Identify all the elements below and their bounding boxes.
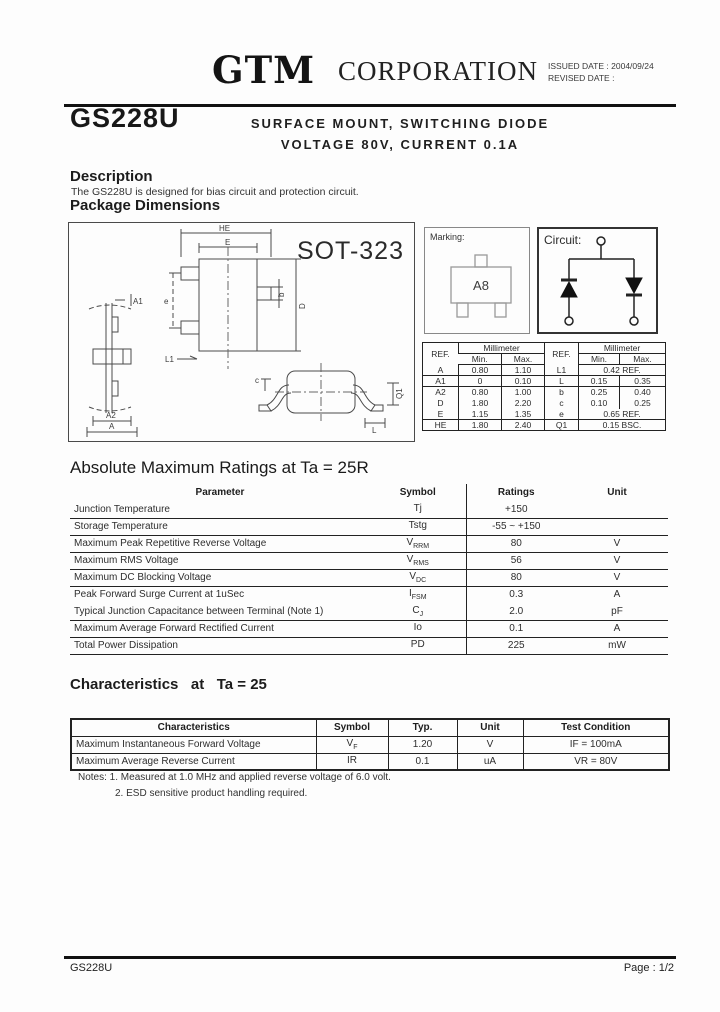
abs-rating: 0.3 [466, 586, 566, 603]
dim-label-e-pitch: e [164, 297, 169, 306]
dims-cell: 0.25 [579, 387, 620, 398]
dims-cell: A2 [435, 387, 446, 398]
dims-cell: 0 [459, 376, 502, 387]
char-unit: uA [457, 753, 523, 770]
dims-max-header: Max. [502, 354, 545, 365]
dim-label-c: c [255, 376, 259, 385]
dims-cell: b [545, 387, 579, 398]
company-name: CORPORATION [338, 56, 539, 86]
footer-page-number: Page : 1/2 [623, 962, 674, 974]
abs-symbol: $C_J$ [370, 603, 466, 620]
abs-symbol: $V_{RRM}$ [370, 535, 466, 552]
dims-cell: 0.35 [620, 376, 666, 387]
table-row [423, 387, 666, 398]
dim-label-d: D [298, 303, 307, 309]
table-row [423, 398, 666, 409]
char-name: Maximum Instantaneous Forward Voltage [71, 736, 316, 753]
char-typ: 1.20 [388, 736, 457, 753]
issue-dates [548, 60, 654, 84]
abs-rating: 2.0 [466, 603, 566, 620]
dims-cell: HE [434, 420, 447, 430]
abs-max-table [70, 484, 668, 655]
abs-symbol: Tj [370, 501, 466, 518]
abs-unit: V [566, 569, 668, 586]
dim-label-e-body: E [225, 238, 231, 247]
dims-cell: 0.10 [579, 398, 620, 409]
abs-parameter: Peak Forward Surge Current at 1uSec [74, 589, 245, 601]
dims-cell: 2.20 [502, 398, 545, 409]
package-name: SOT-323 [296, 237, 404, 265]
abs-header-unit: Unit [607, 487, 627, 498]
abs-rating: 0.1 [466, 620, 566, 637]
dims-cell: 0.10 [502, 376, 545, 387]
dims-cell: 0.40 [620, 387, 666, 398]
char-symbol: IR [316, 753, 388, 770]
footer-rule [64, 956, 676, 959]
abs-rating: -55 ~ +150 [466, 518, 566, 535]
abs-unit [566, 501, 668, 518]
dims-cell: 0.15 BSC. [579, 420, 666, 431]
char-header-name: Characteristics [71, 719, 316, 736]
dim-label-b: b [277, 292, 286, 297]
table-row [70, 637, 668, 654]
table-row [70, 586, 668, 603]
gtm-logo: GTM [212, 48, 316, 92]
char-header-symbol: Symbol [316, 719, 388, 736]
dims-ref-header: REF. [545, 343, 579, 365]
dims-cell: A1 [423, 376, 459, 387]
abs-unit: V [566, 535, 668, 552]
dim-label-l: L [372, 426, 377, 435]
table-row [423, 420, 666, 431]
dims-cell: e [545, 409, 579, 420]
abs-rating: +150 [466, 501, 566, 518]
abs-rating: 225 [466, 637, 566, 654]
abs-symbol: $I_{FSM}$ [408, 588, 427, 602]
dims-cell: L1 [545, 365, 579, 376]
characteristics-title: Characteristics at Ta = 25 [70, 676, 267, 693]
abs-rating: 80 [466, 535, 566, 552]
table-row [423, 409, 666, 420]
abs-symbol: Tstg [370, 518, 466, 535]
dims-cell: 2.40 [502, 420, 545, 431]
dims-cell: 1.00 [502, 387, 545, 398]
notes-line2: 2. ESD sensitive product handling required. [115, 788, 308, 799]
subtitle-line2: VOLTAGE 80V, CURRENT 0.1A [280, 137, 520, 152]
circuit-box [537, 227, 658, 334]
abs-parameter: Maximum Average Forward Rectified Current [70, 620, 370, 637]
marking-label: Marking: [430, 232, 465, 242]
part-description-title [230, 113, 570, 155]
char-header-typ: Typ. [388, 719, 457, 736]
characteristics-table [70, 718, 670, 771]
char-symbol: $V_F$ [316, 736, 388, 753]
abs-unit: A [613, 589, 621, 601]
description-heading: Description [70, 168, 153, 185]
abs-parameter: Storage Temperature [70, 518, 370, 535]
abs-rating: 80 [466, 569, 566, 586]
char-cond: VR = 80V [523, 753, 669, 770]
abs-header-symbol: Symbol [399, 487, 436, 498]
abs-max-title: Absolute Maximum Ratings at Ta = 25R [70, 458, 369, 477]
dim-label-a1: A1 [133, 297, 143, 306]
dims-cell: 1.80 [459, 420, 502, 431]
char-typ: 0.1 [388, 753, 457, 770]
abs-symbol: $V_{RMS}$ [370, 552, 466, 569]
marking-code: A8 [473, 278, 489, 293]
dims-cell: c [545, 398, 579, 409]
dims-cell: A [423, 365, 459, 376]
dim-label-he: HE [219, 224, 231, 233]
table-row [70, 518, 668, 535]
subtitle-line1: SURFACE MOUNT, SWITCHING DIODE [250, 116, 550, 131]
table-row [423, 365, 666, 376]
abs-symbol: PD [370, 637, 466, 654]
dimension-table [422, 342, 666, 431]
marking-package-drawing [425, 244, 529, 332]
abs-unit [566, 518, 668, 535]
table-row [423, 376, 666, 387]
dims-mm-header: Millimeter [459, 343, 545, 354]
abs-header-ratings: Ratings [466, 484, 566, 501]
table-row [70, 535, 668, 552]
table-header-row [71, 719, 669, 736]
abs-unit: V [566, 552, 668, 569]
char-unit: V [457, 736, 523, 753]
footer-part-number: GS228U [70, 962, 113, 974]
char-cond: IF = 100mA [523, 736, 669, 753]
char-header-unit: Unit [457, 719, 523, 736]
package-dimensions-heading: Package Dimensions [70, 197, 221, 214]
abs-parameter: Maximum Peak Repetitive Reverse Voltage [70, 535, 370, 552]
table-row [70, 603, 668, 620]
dims-cell: Q1 [545, 420, 579, 431]
dims-min-header: Min. [459, 354, 502, 365]
revised-date: REVISED DATE : [548, 73, 615, 83]
table-row [70, 620, 668, 637]
dims-cell: L [545, 376, 579, 387]
description-text: The GS228U is designed for bias circuit and protection circuit. [71, 186, 359, 198]
table-row [71, 736, 669, 753]
circuit-label: Circuit: [544, 233, 582, 247]
notes-line1: Notes: 1. Measured at 1.0 MHz and applied reverse voltage of 6.0 volt. [78, 772, 391, 783]
abs-unit: mW [566, 637, 668, 654]
dims-cell: D [437, 398, 444, 408]
dims-cell: 1.35 [502, 409, 545, 420]
char-name: Maximum Average Reverse Current [71, 753, 316, 770]
abs-symbol: Io [370, 620, 466, 637]
abs-unit: pF [566, 603, 668, 620]
abs-parameter: Typical Junction Capacitance between Terminal (Note 1) [70, 603, 370, 620]
issued-date: ISSUED DATE : 2004/09/24 [548, 61, 654, 71]
abs-unit: A [566, 620, 668, 637]
abs-parameter: Maximum DC Blocking Voltage [70, 569, 370, 586]
dim-label-a2: A2 [106, 411, 116, 420]
dim-label-q1: Q1 [395, 388, 404, 399]
dims-max-header: Max. [620, 354, 666, 365]
dims-ref-header: REF. [431, 348, 450, 359]
marking-box [424, 227, 530, 334]
dims-cell: 0.65 REF. [579, 409, 666, 420]
table-row [70, 569, 668, 586]
dims-cell: 0.80 [459, 387, 502, 398]
dims-mm-header: Millimeter [579, 343, 666, 354]
dims-cell: E [423, 409, 459, 420]
table-row [71, 753, 669, 770]
abs-parameter: Maximum RMS Voltage [70, 552, 370, 569]
package-drawing-box [68, 222, 415, 442]
abs-symbol: $V_{DC}$ [370, 569, 466, 586]
dims-cell: 1.80 [459, 398, 502, 409]
dim-label-l1: L1 [165, 355, 174, 364]
table-row [70, 501, 668, 518]
dims-cell: 1.15 [459, 409, 502, 420]
char-header-cond: Test Condition [523, 719, 669, 736]
dims-cell: 0.25 [620, 398, 666, 409]
abs-header-parameter: Parameter [195, 487, 245, 498]
dims-cell: 1.10 [502, 365, 545, 376]
abs-rating: 56 [466, 552, 566, 569]
part-number: GS228U [70, 103, 180, 133]
dims-min-header: Min. [579, 354, 620, 365]
abs-parameter: Total Power Dissipation [70, 637, 370, 654]
abs-parameter: Junction Temperature [70, 501, 370, 518]
dims-cell: 0.42 REF. [579, 365, 666, 376]
table-row [70, 552, 668, 569]
dims-cell: 0.15 [579, 376, 620, 387]
dim-label-a: A [109, 422, 115, 431]
table-header-row [70, 484, 668, 501]
dims-cell: 0.80 [459, 365, 502, 376]
